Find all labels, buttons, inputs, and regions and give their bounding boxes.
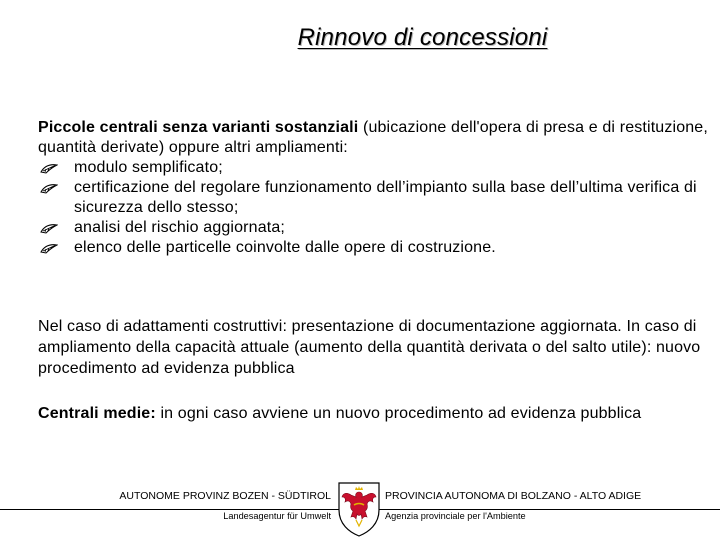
list-item-text: elenco delle particelle coinvolte dalle opere di costruzione. — [74, 239, 496, 256]
intro-paragraph — [38, 118, 710, 158]
footer-german-agency: Landesagentur für Umwelt — [223, 511, 331, 521]
list-item-text: analisi del rischio aggiornata; — [74, 219, 285, 236]
feather-bullet-icon — [40, 243, 58, 254]
feather-bullet-icon — [40, 183, 58, 194]
list-item — [38, 158, 710, 178]
slide-title: Rinnovo di concessioni — [297, 24, 548, 51]
requirements-list — [38, 158, 710, 258]
list-item-text: modulo semplificato; — [74, 159, 223, 176]
footer-italian-agency: Agenzia provinciale per l'Ambiente — [385, 511, 526, 521]
medium-plants-text: in ogni caso avviene un nuovo procedimento ad evidenza pubblica — [155, 405, 642, 422]
intro-bold: Piccole centrali senza varianti sostanziali — [38, 119, 359, 136]
list-item — [38, 178, 710, 218]
feather-bullet-icon — [40, 163, 58, 174]
slide-content — [38, 118, 710, 424]
footer-german-province: AUTONOME PROVINZ BOZEN - SÜDTIROL — [119, 490, 331, 502]
feather-bullet-icon — [40, 223, 58, 234]
modification-paragraph: Nel caso di adattamenti costruttivi: presentazione di documentazione aggiornata. In caso di ampliamento della capacità attuale (aumento della quantità derivata o del salto utile): nuovo procedimento ad evidenza pubblica — [38, 318, 701, 377]
medium-plants-paragraph — [38, 404, 710, 424]
footer-italian-province: PROVINCIA AUTONOMA DI BOLZANO - ALTO ADIGE — [385, 490, 642, 502]
list-item — [38, 238, 710, 258]
list-item — [38, 218, 710, 238]
medium-plants-label: Centrali medie: — [38, 405, 156, 422]
tyrolean-eagle-crest-icon — [336, 480, 382, 538]
list-item-text: certificazione del regolare funzionamento dell’impianto sulla base dell’ultima verifica di sicurezza dello stesso; — [74, 179, 697, 216]
intro-text: (ubicazione dell'opera di presa e di restituzione, quantità derivate) oppure altri ampliamenti: — [38, 119, 708, 156]
